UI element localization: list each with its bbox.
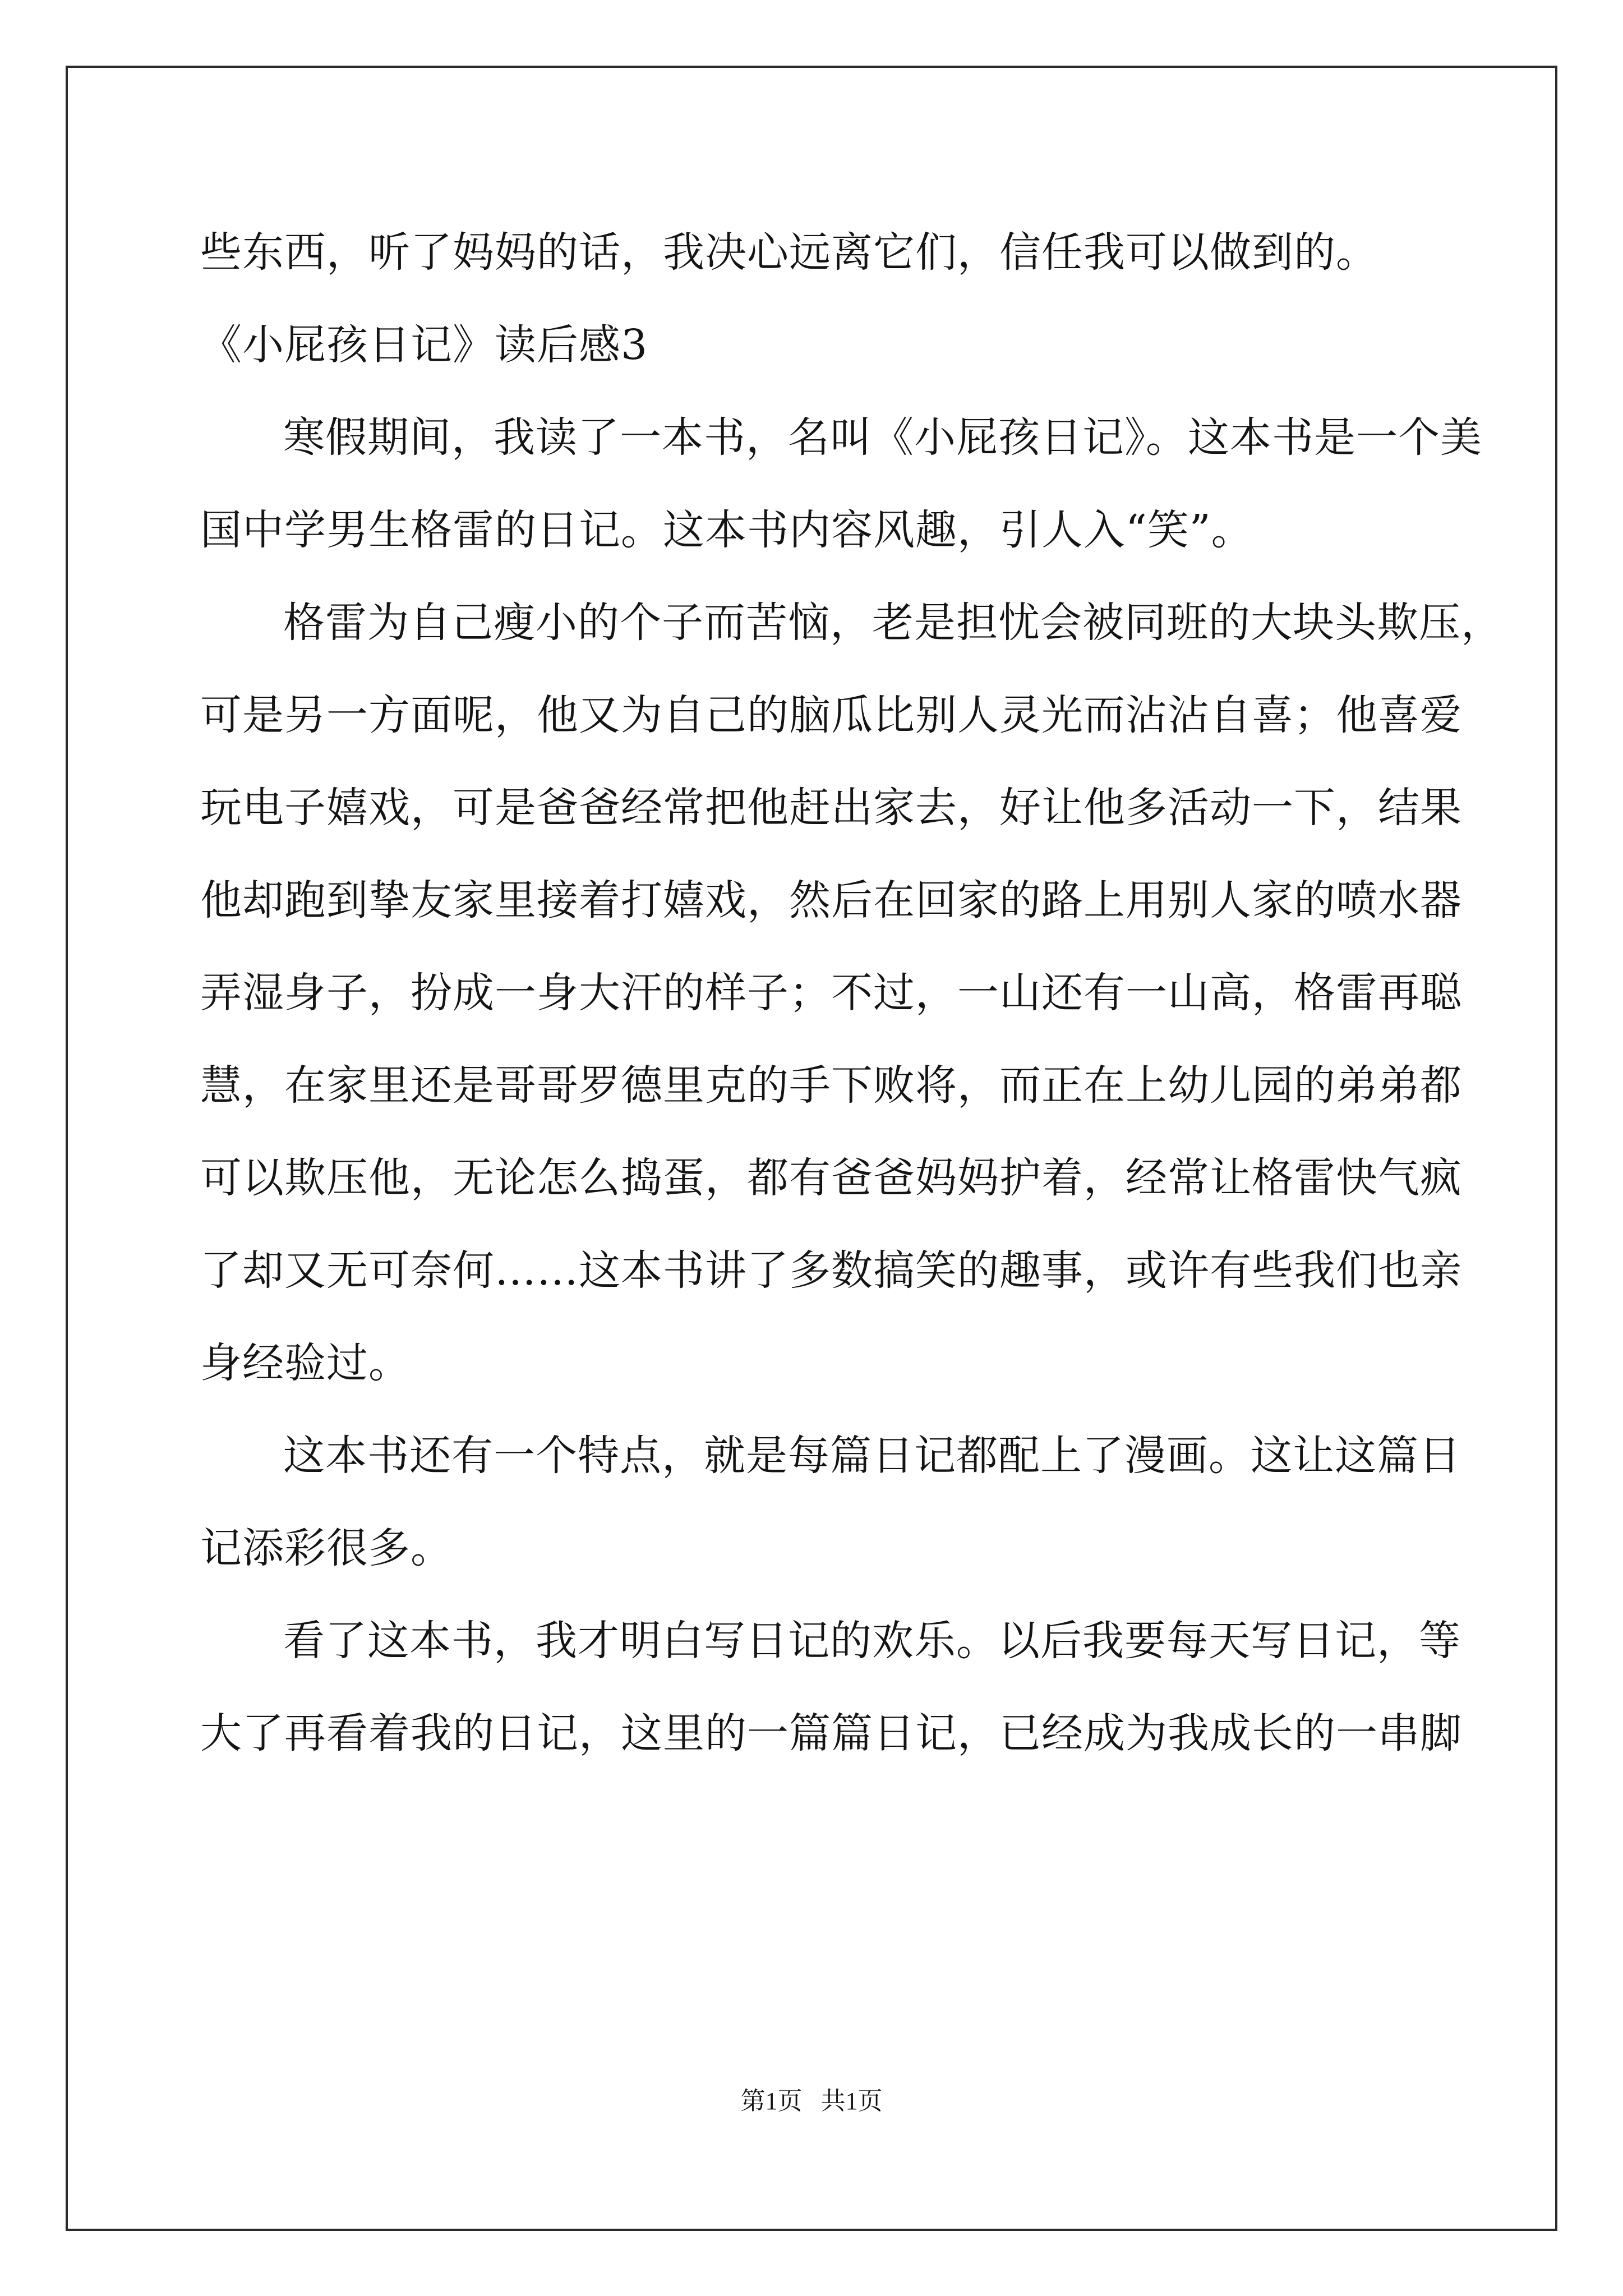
paragraph-line: 记添彩很多。 bbox=[200, 1524, 453, 1572]
paragraph-line: 弄湿身子，扮成一身大汗的样子；不过，一山还有一山高，格雷再聪 bbox=[200, 969, 1462, 1017]
paragraph-line: 格雷为自己瘦小的个子而苦恼，老是担忧会被同班的大块头欺压， bbox=[283, 599, 1503, 647]
paragraph-line: 可是另一方面呢，他又为自己的脑瓜比别人灵光而沾沾自喜；他喜爱 bbox=[200, 691, 1462, 739]
paragraph-line: 了却又无可奈何……这本书讲了多数搞笑的趣事，或许有些我们也亲 bbox=[200, 1246, 1462, 1295]
section-heading: 《小屁孩日记》读后感3 bbox=[200, 321, 648, 369]
paragraph-line: 玩电子嬉戏，可是爸爸经常把他赶出家去，好让他多活动一下，结果 bbox=[200, 784, 1462, 832]
paragraph-line: 他却跑到挚友家里接着打嬉戏，然后在回家的路上用别人家的喷水器 bbox=[200, 876, 1462, 924]
paragraph-line: 慧，在家里还是哥哥罗德里克的手下败将，而正在上幼儿园的弟弟都 bbox=[200, 1061, 1462, 1110]
paragraph-line: 这本书还有一个特点，就是每篇日记都配上了漫画。这让这篇日 bbox=[283, 1432, 1461, 1480]
paragraph-line: 寒假期间，我读了一本书，名叫《小屁孩日记》。这本书是一个美 bbox=[283, 413, 1482, 462]
paragraph-line: 国中学男生格雷的日记。这本书内容风趣，引人入“笑”。 bbox=[200, 506, 1253, 554]
paragraph-line: 大了再看着我的日记，这里的一篇篇日记，已经成为我成长的一串脚 bbox=[200, 1709, 1462, 1757]
paragraph-line: 看了这本书，我才明白写日记的欢乐。以后我要每天写日记，等 bbox=[283, 1617, 1461, 1665]
paragraph-line: 可以欺压他，无论怎么捣蛋，都有爸爸妈妈护着，经常让格雷快气疯 bbox=[200, 1154, 1462, 1202]
paragraph-line: 身经验过。 bbox=[200, 1339, 411, 1387]
body-line: 些东西，听了妈妈的话，我决心远离它们，信任我可以做到的。 bbox=[200, 228, 1378, 277]
page-footer: 第1页 共1页 bbox=[740, 2087, 883, 2115]
